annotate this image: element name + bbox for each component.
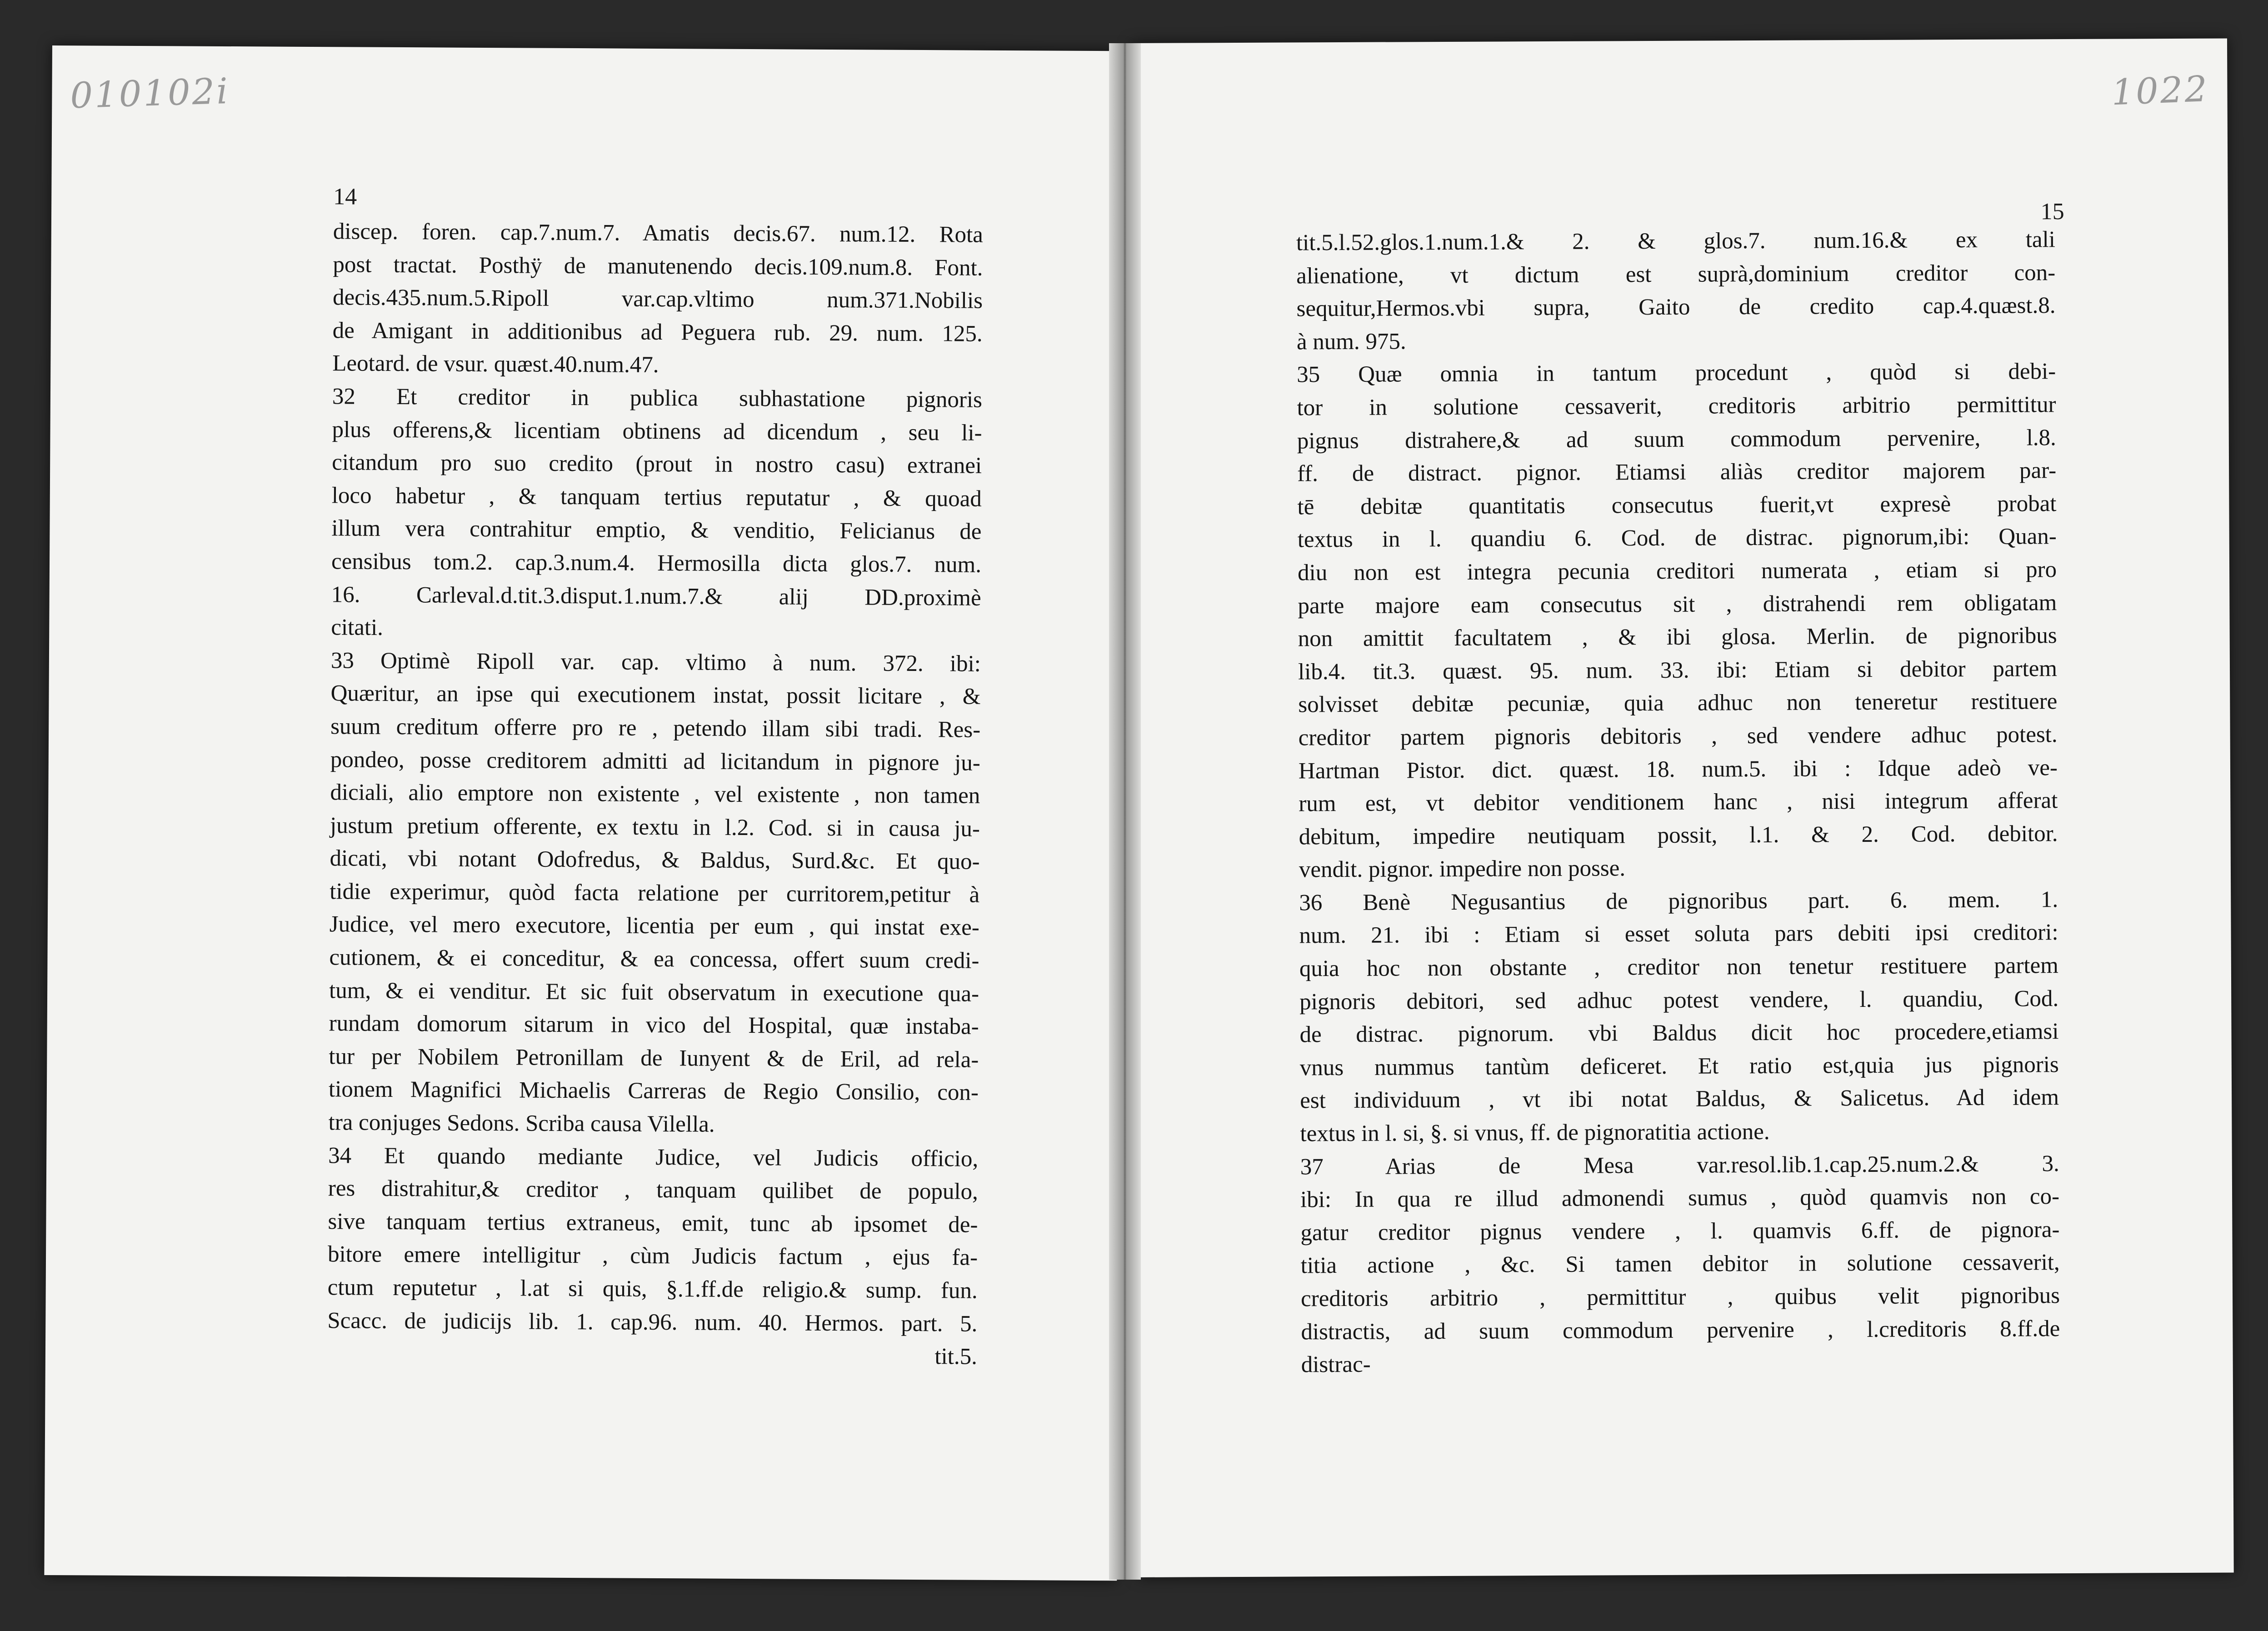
text-line: tur per Nobilem Petronillam de Iunyent & de Eril, ad rela- [329, 1044, 979, 1073]
text-line: plus offerens,& licentiam obtinens ad dicendum , seu li- [332, 416, 982, 446]
text-line: non amittit facultatem , & ibi glosa. Merlin. de pignoribus [1298, 623, 2057, 652]
text-line: bitore emere intelligitur , cùm Judicis factum , ejus fa- [327, 1241, 978, 1271]
text-line: Judice, vel mero executore, licentia per eum , qui instat exe- [329, 911, 980, 941]
right-page [1132, 38, 2234, 1577]
text-line: suum creditum offerre pro re , petendo illam sibi tradi. Res- [330, 714, 981, 743]
right-page-text [1296, 223, 2060, 1381]
text-line: ibi: In qua re illud admonendi sumus , quòd quamvis non co- [1300, 1184, 2060, 1213]
text-line: debitum, impedire neutiquam possit, l.1. & 2. Cod. debitor. [1299, 821, 2058, 850]
text-line: illum vera contrahitur emptio, & venditio, Felicianus de [331, 515, 982, 545]
text-line: rum est, vt debitor venditionem hanc , nisi integrum afferat [1299, 788, 2058, 817]
page-number-right: 15 [2040, 199, 2064, 225]
text-line: est individuum , vt ibi notat Baldus, & Salicetus. Ad idem [1300, 1085, 2059, 1114]
text-line: quia hoc non obstante , creditor non tenetur restituere partem [1299, 953, 2058, 982]
text-line: tionem Magnifici Michaelis Carreras de Regio Consilio, con- [328, 1076, 979, 1106]
text-line: parte majore eam consecutus sit , distrahendi rem obligatam [1298, 590, 2057, 619]
text-line: textus in l. quandiu 6. Cod. de distrac. pignorum,ibi: Quan- [1297, 524, 2057, 553]
text-line: pignoris debitori, sed adhuc potest vendere, l. quandiu, Cod. [1299, 986, 2059, 1015]
text-line: tē debitæ quantitatis consecutus fuerit,vt expresè probat [1297, 490, 2057, 520]
text-line: discep. foren. cap.7.num.7. Amatis decis.67. num.12. Rota [333, 219, 983, 248]
text-line: num. 21. ibi : Etiam si esset soluta pars debiti ipsi creditori: [1299, 920, 2058, 949]
left-page-text [327, 215, 983, 1373]
text-line: 36 Benè Negusantius de pignoribus part. 6. mem. 1. [1299, 886, 2058, 916]
text-line: tit.5. [934, 1344, 978, 1370]
text-line: cutionem, & ei conceditur, & ea concessa, offert suum credi- [329, 945, 979, 974]
text-line: justum pretium offerente, ex textu in l.2. Cod. si in causa ju- [330, 812, 980, 842]
text-line: res distrahitur,& creditor , tanquam quilibet de populo, [328, 1176, 978, 1205]
text-line: tra conjuges Sedons. Scriba causa Vilella. [328, 1110, 715, 1137]
text-line: vnus nummus tantùm deficeret. Et ratio est,quia jus pignoris [1299, 1051, 2059, 1081]
text-line: tum, & ei venditur. Et sic fuit observatum in executione qua- [329, 977, 979, 1007]
text-line: loco habetur , & tanquam tertius reputatur , & quoad [331, 482, 982, 512]
text-line: textus in l. si, §. si vnus, ff. de pignoratitia actione. [1300, 1119, 1770, 1147]
text-line: Leotard. de vsur. quæst.40.num.47. [332, 350, 659, 378]
text-line: Scacc. de judicijs lib. 1. cap.96. num. 40. Hermos. part. 5. [327, 1307, 978, 1337]
text-line: 35 Quæ omnia in tantum procedunt , quòd si debi- [1297, 359, 2056, 388]
text-line: ff. de distract. pignor. Etiamsi aliàs creditor majorem par- [1297, 458, 2057, 487]
text-line: solvisset debitæ pecuniæ, quia adhuc non teneretur restituere [1298, 689, 2058, 718]
text-line: tidie experimur, quòd facta relatione per curritorem,petitur à [330, 879, 980, 908]
text-line: pondeo, posse creditorem admitti ad licitandum in pignore ju- [330, 746, 980, 776]
text-line: alienatione, vt dictum est suprà,dominium creditor con- [1296, 260, 2056, 289]
text-line: diu non est integra pecunia creditori numerata , etiam si pro [1297, 557, 2057, 586]
archive-mark-right: 1022 [2111, 68, 2210, 114]
text-line: tor in solutione cessaverit, creditoris arbitrio permittitur [1297, 392, 2056, 421]
text-line: gatur creditor pignus vendere , l. quamvis 6.ff. de pignora- [1300, 1216, 2060, 1246]
text-line: tit.5.l.52.glos.1.num.1.& 2. & glos.7. num.16.& ex tali [1296, 227, 2056, 256]
text-line: Quæritur, an ipse qui executionem instat, possit licitare , & [330, 680, 981, 710]
text-line: decis.435.num.5.Ripoll var.cap.vltimo num.371.Nobilis [332, 285, 983, 314]
text-line: distractis, ad suum commodum pervenire , l.creditoris 8.ff.de [1301, 1316, 2060, 1345]
page-number-left: 14 [333, 184, 357, 210]
text-line: ctum reputetur , l.at si quis, §.1.ff.de religio.& sump. fun. [327, 1275, 978, 1304]
text-line: lib.4. tit.3. quæst. 95. num. 33. ibi: Etiam si debitor partem [1298, 655, 2058, 685]
text-line: titia actione , &c. Si tamen debitor in solutione cessaverit, [1300, 1250, 2060, 1279]
text-line: 32 Et creditor in publica subhastatione pignoris [332, 384, 983, 413]
text-line: sive tanquam tertius extraneus, emit, tunc ab ipsomet de- [328, 1209, 978, 1238]
text-line: creditor partem pignoris debitoris , sed vendere adhuc potest. [1298, 722, 2058, 751]
archive-mark-left: 010102i [70, 70, 230, 117]
text-line: 34 Et quando mediante Judice, vel Judicis officio, [328, 1142, 979, 1172]
text-line: vendit. pignor. impedire non posse. [1299, 856, 1626, 883]
text-line: post tractat. Posthÿ de manutenendo decis.109.num.8. Font. [333, 251, 983, 281]
text-line: 37 Arias de Mesa var.resol.lib.1.cap.25.num.2.& 3. [1300, 1151, 2059, 1180]
text-line: de Amigant in additionibus ad Peguera rub. 29. num. 125. [332, 318, 983, 347]
left-page [44, 45, 1125, 1581]
text-line: distrac- [1301, 1351, 1371, 1378]
text-line: sequitur,Hermos.vbi supra, Gaito de credito cap.4.quæst.8. [1296, 293, 2056, 322]
text-line: 33 Optimè Ripoll var. cap. vltimo à num. 372. ibi: [330, 647, 981, 677]
text-line: de distrac. pignorum. vbi Baldus dicit hoc procedere,etiamsi [1299, 1019, 2059, 1048]
text-line: dicati, vbi notant Odofredus, & Baldus, Surd.&c. Et quo- [330, 846, 980, 875]
text-line: creditoris arbitrio , permittitur , quibus velit pignoribus [1300, 1283, 2060, 1312]
text-line: Hartman Pistor. dict. quæst. 18. num.5. ibi : Idque adeò ve- [1298, 755, 2058, 784]
text-line: à num. 975. [1296, 329, 1406, 355]
text-line: diciali, alio emptore non existente , vel existente , non tamen [330, 780, 980, 809]
text-line: citati. [331, 615, 384, 640]
text-line: rundam domorum sitarum in vico del Hospital, quæ instaba- [329, 1011, 979, 1040]
book-gutter [1109, 43, 1141, 1580]
text-line: 16. Carleval.d.tit.3.disput.1.num.7.& alij DD.proximè [331, 581, 981, 611]
text-line: pignus distrahere,& ad suum commodum pervenire, l.8. [1297, 425, 2056, 454]
text-line: censibus tom.2. cap.3.num.4. Hermosilla dicta glos.7. num. [331, 549, 982, 578]
text-line: citandum pro suo credito (prout in nostro casu) extranei [332, 450, 982, 479]
